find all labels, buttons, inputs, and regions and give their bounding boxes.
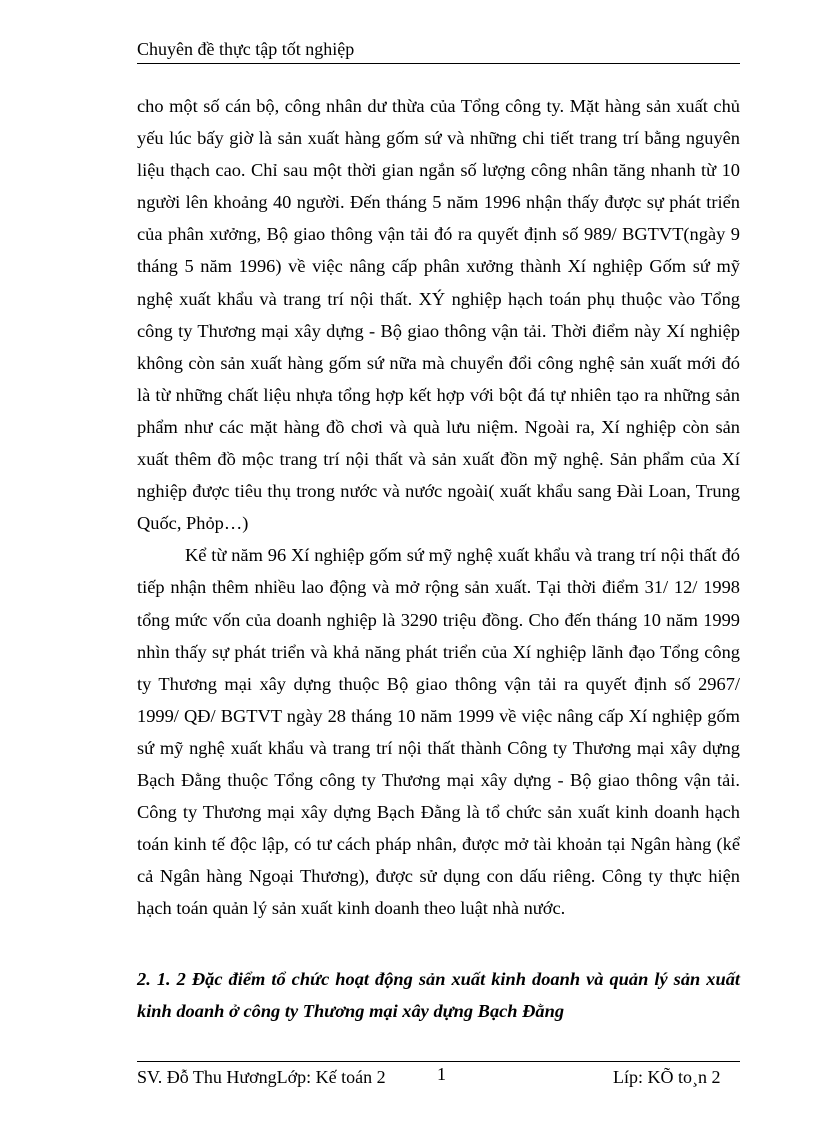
paragraph-1: cho một số cán bộ, công nhân dư thừa của Tổng công ty. Mặt hàng sản xuất chủ yếu lúc bấy giờ là sản xuất hàng gốm sứ và những chi tiết trang trí bằng nguyên liệu thạch cao. Chỉ sau một thời gian ngắn số lượng công nhân tăng nhanh từ 10 người lên khoảng 40 người. Đến tháng 5 năm 1996 nhận thấy được sự phát triển của phân xưởng, Bộ giao thông vận tải đó ra quyết định số 989/ BGTVT(ngày 9 tháng 5 năm 1996) về việc nâng cấp phân xưởng thành Xí nghiệp Gốm sứ mỹ nghệ xuất khẩu và trang trí nội thất. XÝ nghiệp hạch toán phụ thuộc vào Tổng công ty Thương mại xây dựng - Bộ giao thông vận tải. Thời điểm này Xí nghiệp không còn sản xuất hàng gốm sứ nữa mà chuyển đổi công nghệ sản xuất mới đó là từ những chất liệu nhựa tổng hợp kết hợp với bột đá tự nhiên tạo ra những sản phẩm như các mặt hàng đồ chơi và quà lưu niệm. Ngoài ra, Xí nghiệp còn sản xuất thêm đồ mộc trang trí nội thất và sản xuất đồn mỹ nghệ. Sản phẩm của Xí nghiệp được tiêu thụ trong nước và nước ngoài( xuất khẩu sang Đài Loan, Trung Quốc, Phỏp…) [137, 96, 740, 534]
page-number: 1 [437, 1064, 446, 1084]
page-header-title: Chuyên đề thực tập tốt nghiệp [137, 39, 355, 59]
footer-divider [137, 1061, 740, 1062]
footer-class-info: Líp: KÕ to¸n 2 [613, 1067, 721, 1087]
header-divider [137, 63, 740, 64]
paragraph-2: Kể từ năm 96 Xí nghiệp gốm sứ mỹ nghệ xuất khẩu và trang trí nội thất đó tiếp nhận thêm nhiều lao động và mở rộng sản xuất. Tại thời điểm 31/ 12/ 1998 tổng mức vốn của doanh nghiệp là 3290 triệu đồng. Cho đến tháng 10 năm 1999 nhìn thấy sự phát triển và khả năng phát triển của Xí nghiệp lãnh đạo Tổng công ty Thương mại xây dựng thuộc Bộ giao thông vận tải ra quyết định số 2967/ 1999/ QĐ/ BGTVT ngày 28 tháng 10 năm 1999 về việc nâng cấp Xí nghiệp gốm sứ mỹ nghệ xuất khẩu và trang trí nội thất thành Công ty Thương mại xây dựng Bạch Đằng thuộc Tổng công ty Thương mại xây dựng - Bộ giao thông vận tải. Công ty Thương mại xây dựng Bạch Đằng là tổ chức sản xuất kinh doanh hạch toán kinh tế độc lập, có tư cách pháp nhân, được mở tài khoản tại Ngân hàng (kể cả Ngân hàng Ngoại Thương), được sử dụng con dấu riêng. Công ty thực hiện hạch toán quản lý sản xuất kinh doanh theo luật nhà nước. [137, 545, 740, 919]
footer-student-info: SV. Đỗ Thu HươngLớp: Kế toán 2 [137, 1067, 386, 1087]
body-text [137, 90, 740, 924]
section-heading: 2. 1. 2 Đặc điểm tổ chức hoạt động sản xuất kinh doanh và quản lý sản xuất kinh doanh ở công ty Thương mại xây dựng Bạch Đằng [137, 969, 740, 1021]
